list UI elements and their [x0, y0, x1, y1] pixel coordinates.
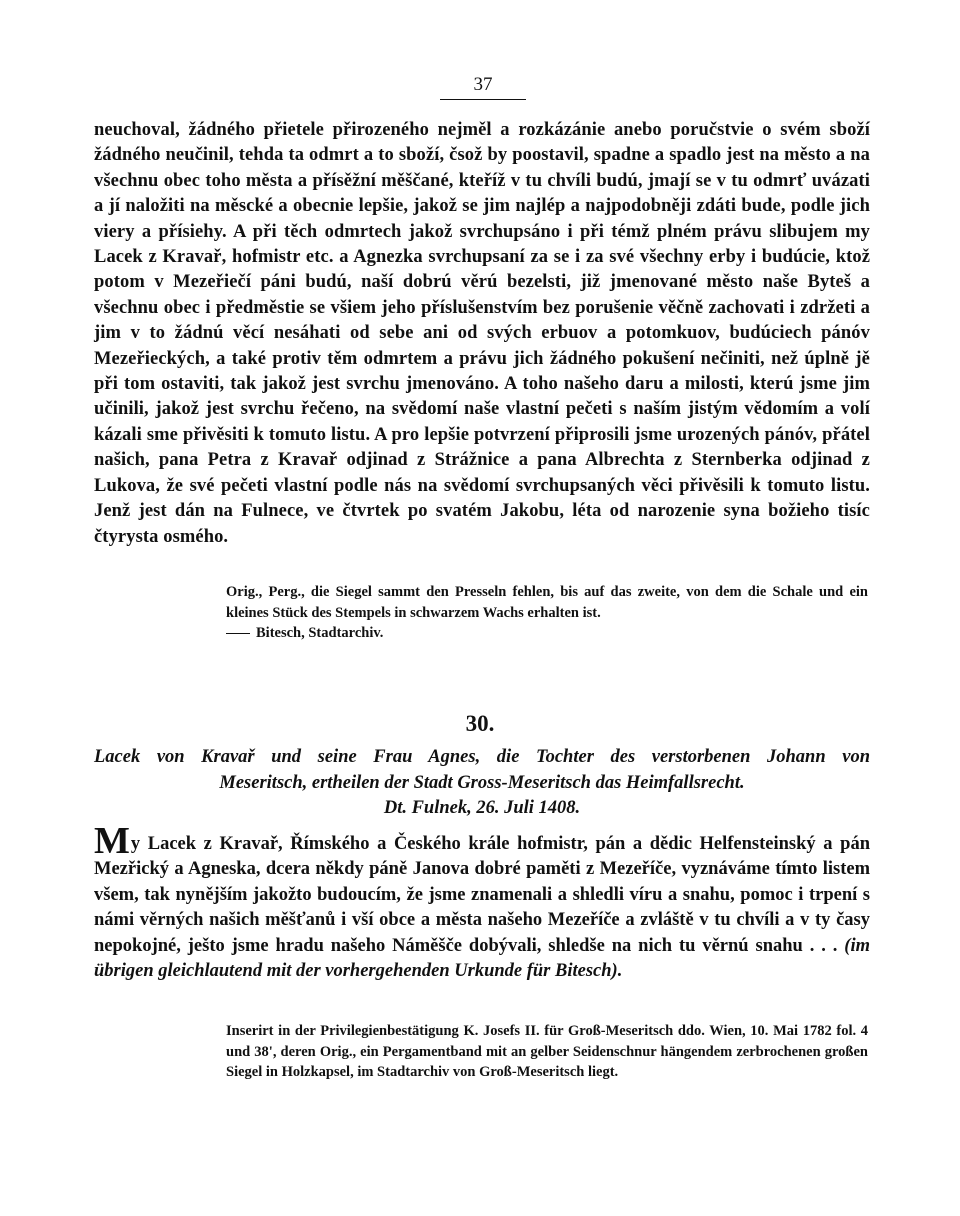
- heading-line-2: Meseritsch, ertheilen der Stadt Gross-Meseritsch das Heimfallsrecht.: [219, 772, 745, 793]
- document-body: [94, 820, 870, 984]
- document-body-italic: (im übrigen gleichlautend mit der vorhergehenden Urkunde für Bitesch).: [94, 935, 870, 982]
- source-note-2: Inserirt in der Privilegienbestätigung K. Josefs II. für Groß-Meseritsch ddo. Wien, 10. Mai 1782 fol. 4 und 38', deren Orig., ein Pergamentband mit an gelber Seidenschnur hängendem zerbrochenen großen Siegel in Holzkapsel, im Stadtarchiv von Groß-Meseritsch liegt.: [226, 1023, 868, 1080]
- continuation-paragraph: neuchoval, žádného přietele přirozeného nejměl a rozkázánie anebo poručstvie o svém sboží žádného neučinil, tehda ta odmrt a to sboží, čsož by poostavil, spadne a spadlo jest na město a na všechnu obec toho města a přísěžní měščané, kteříž v tu chvíli budú, jmají se v tu odmrť uvázati a jí naložiti na měscké a obecnie lepšie, jakož se jim najlép a najpodobněji zdáti bude, podle jich viery a přísiehy. A při těch odmrtech jakož svrchupsáno i při témž plném právu slibujem my Lacek z Kravař, hofmistr etc. a Agnezka svrchupsaní za se i za své všechny erby i budúcie, ktož potom v Mezeřiečí páni budú, naší dobrú věrú bezelsti, již jmenované město naše Byteš a všechnu obec i předměstie se všiem jeho příslušenstvím bez porušenie věčně zachovati i zdržeti a jim v to žádnú věcí nesáhati od sebe ani od svých erbuov a potomkuov, budúciech pánóv Mezeřieckých, a také protiv těm odmrtem a právu jich žádného pokušení nečiniti, než úplně jě při tom ostaviti, tak jakož jest svrchu jmenováno. A toho našeho daru a milosti, kterú jsme jim učinili, jakož jest svrchu řečeno, na svědomí naše vlastní pečeti s naším jistým vědomím a volí kázali sme přivěsiti k tomuto listu. A pro lepšie potvrzení připrosili jsme urozených pánóv, přátel našich, pana Petra z Kravař odjinad z Strážnice a pana Albrechta z Sternberka odjinad z Lukova, že své pečeti vlastní podle nás na svědomí svrchupsaných věci přivěsili k tomuto listu. Jenž jest dán na Fulnece, ve čtvrtek po svatém Jakobu, léta od narozenie syna božieho tisíc čtyrysta osmého.: [94, 120, 870, 547]
- source-note-1-text: Orig., Perg., die Siegel sammt den Presseln fehlen, bis auf das zweite, von dem die Schale und ein kleines Stück des Stempels in schwarzem Wachs erhalten ist.: [226, 584, 868, 621]
- source-note-1-archive: Bitesch, Stadtarchiv.: [256, 625, 384, 641]
- heading-date: Dt. Fulnek, 26. Juli 1408.: [383, 798, 581, 818]
- heading-line-1: Lacek von Kravař und seine Frau Agnes, die Tochter des verstorbenen Johann von: [94, 747, 870, 767]
- document-heading: [94, 745, 870, 822]
- page-number: 37: [473, 74, 493, 95]
- dash: [226, 633, 250, 634]
- document-body-text: y Lacek z Kravař, Římského a Českého krále hofmistr, pán a dědic Helfensteinský a pán Mezřický a Agneska, dcera někdy páně Janova dobré paměti z Mezeříče, vyznáváme tímto listem všem, tak nynějším jakožto budoucím, že jsme znamenali a shledli víru a snahu, pomoc i trpení s námi věrných našich měšťanů i vší obce a města našeho Mezeříče a zvláště v tu chvíli a v ty časy nepokojné, ješto jsme hradu našeho Náměšče dobývali, shledše na nich tu věrnú snahu . . .: [94, 834, 870, 956]
- page-number-rule: [440, 99, 526, 100]
- continuation-text: [94, 118, 870, 550]
- source-note-1: [226, 582, 868, 644]
- document-number: 30.: [465, 711, 495, 736]
- initial-letter: M: [94, 820, 130, 862]
